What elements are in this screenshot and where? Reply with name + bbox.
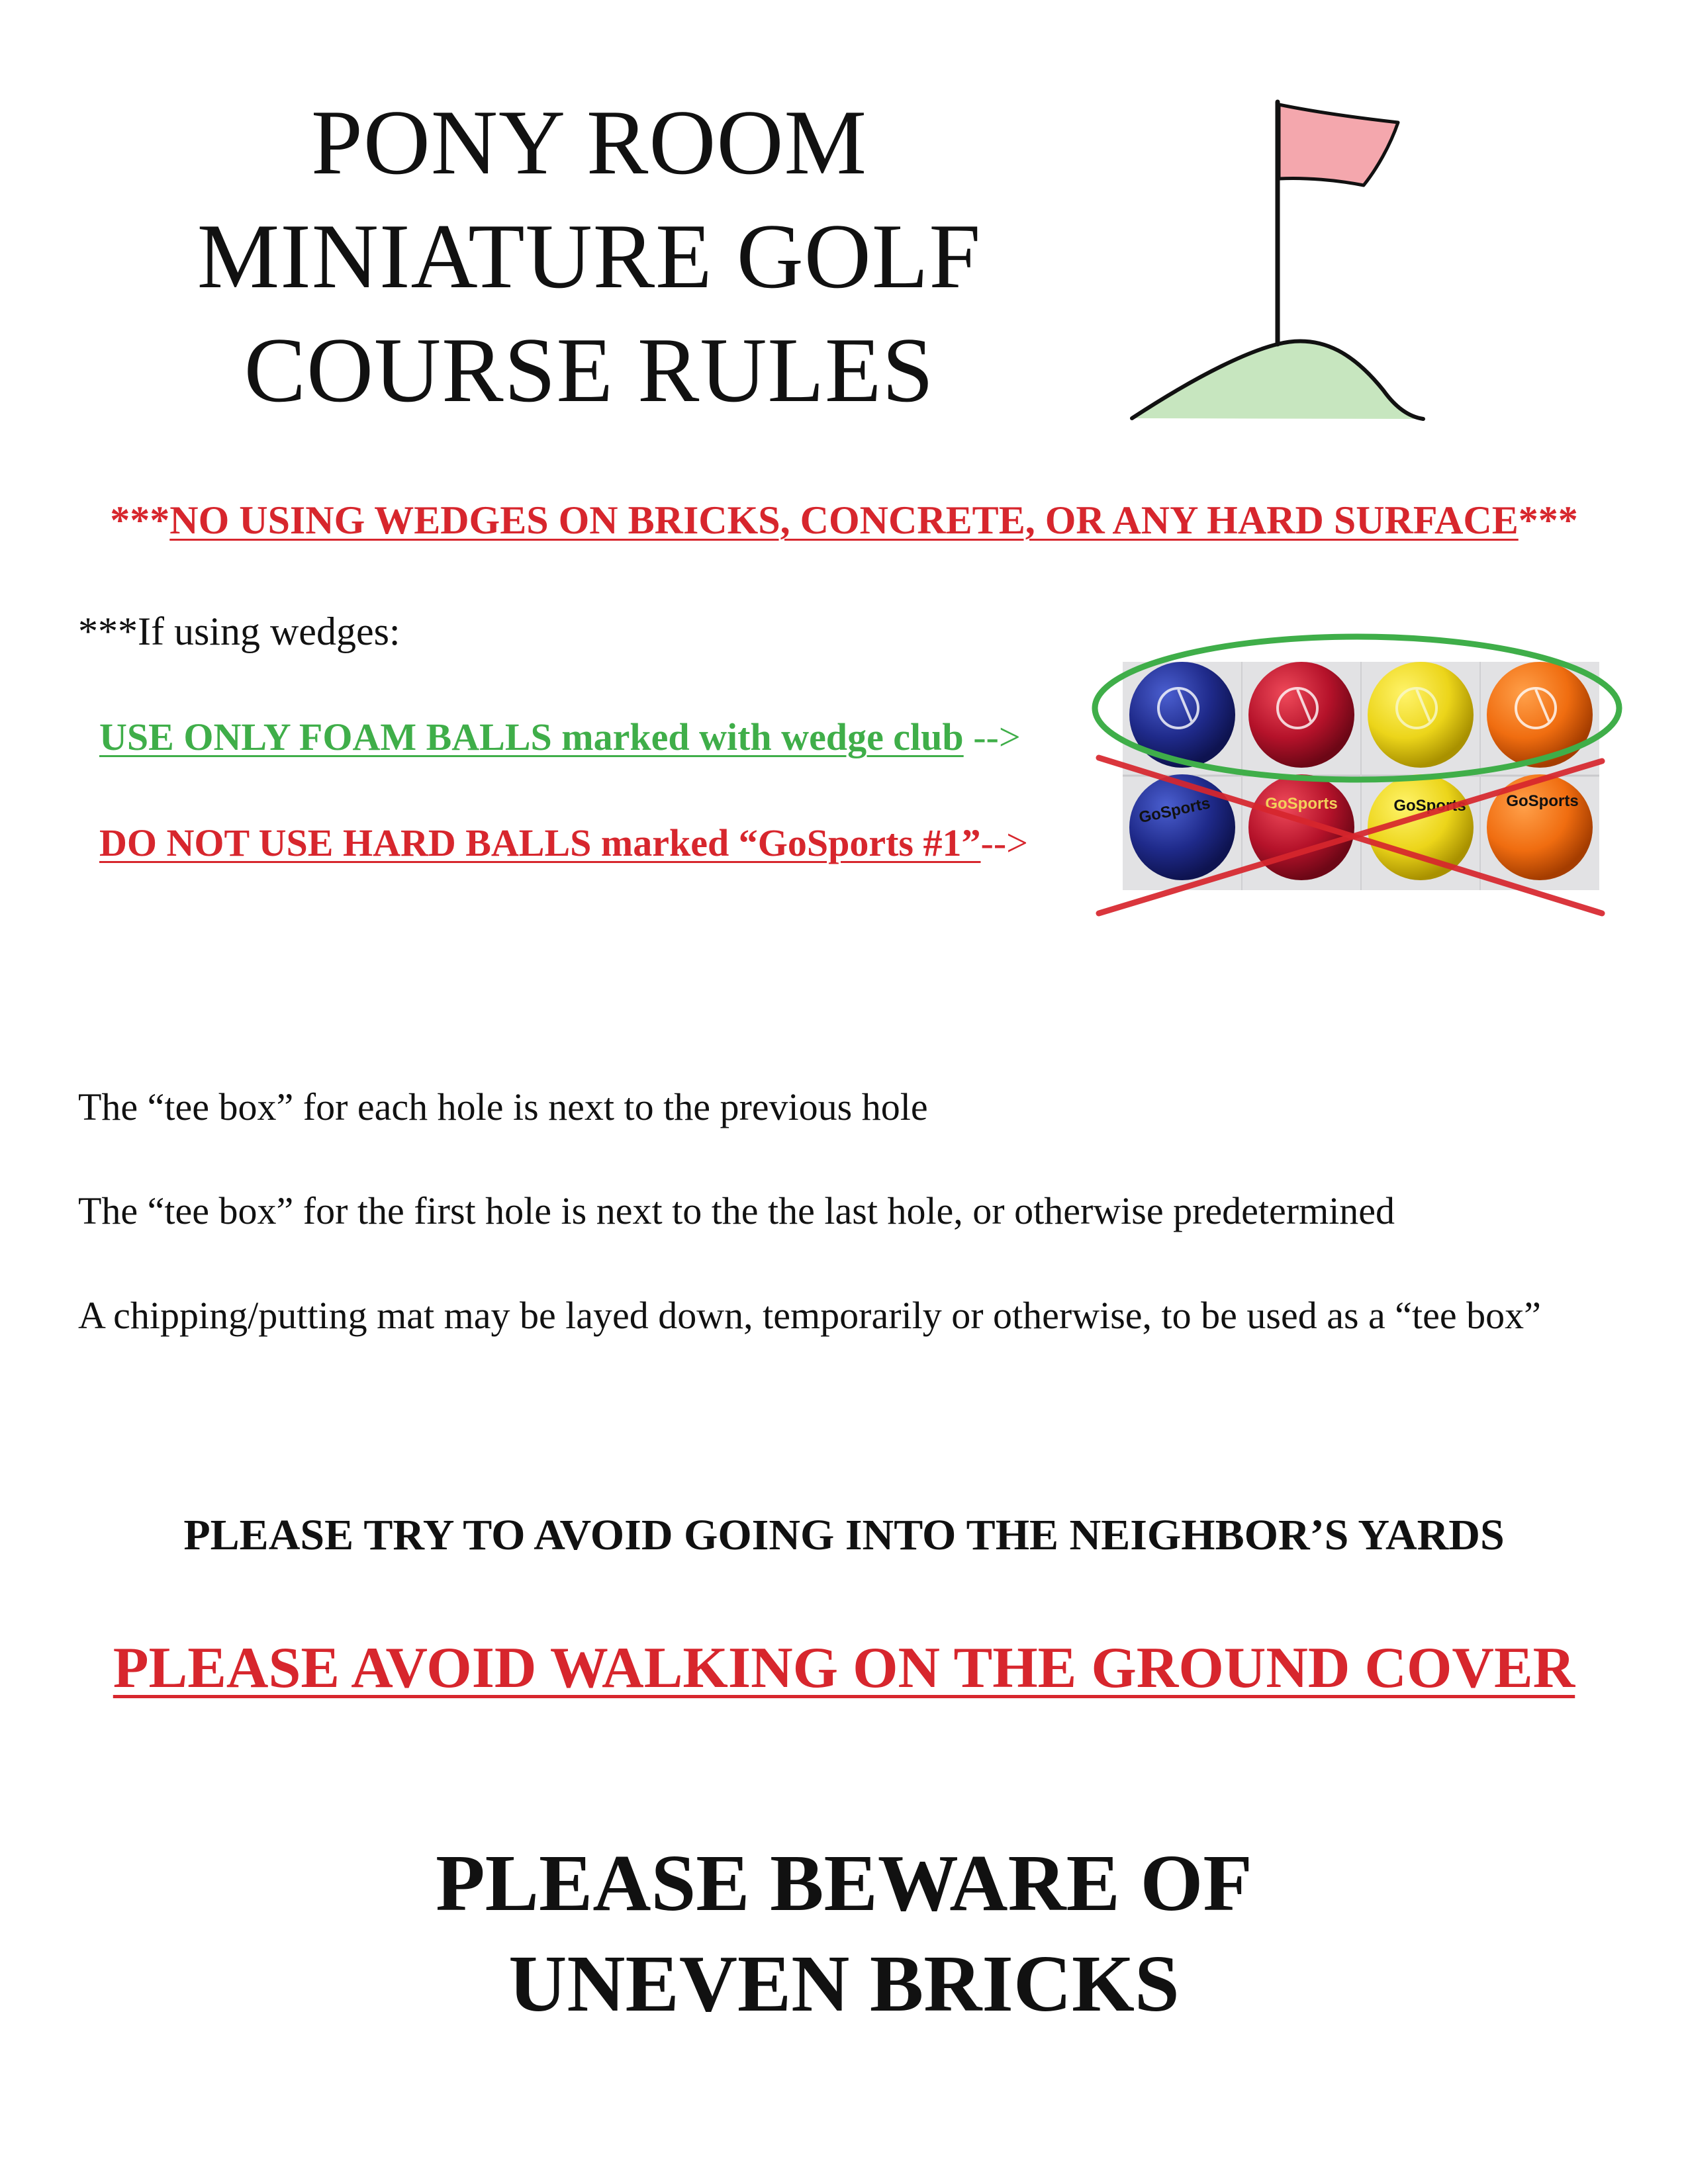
title-line-1: PONY ROOM — [310, 91, 868, 194]
hard-balls-arrow: --> — [980, 821, 1028, 864]
foam-ball-red — [1248, 662, 1354, 768]
brand-label-orange: GoSports — [1506, 792, 1579, 810]
brand-label-blue: GoSports — [1137, 794, 1212, 827]
rule-prefix: *** — [110, 498, 170, 542]
foam-balls-text: USE ONLY FOAM BALLS marked with wedge club — [99, 715, 964, 758]
hard-balls-instruction — [99, 821, 1028, 865]
tee-box-mat: A chipping/putting mat may be layed down, temporarily or otherwise, to be used as a “tee box” — [78, 1294, 1541, 1337]
ground-cover-text: PLEASE AVOID WALKING ON THE GROUND COVER — [113, 1636, 1575, 1700]
hard-ball-blue — [1129, 774, 1235, 880]
wedges-intro: ***If using wedges: — [78, 610, 400, 653]
rule-suffix: *** — [1518, 498, 1578, 542]
flag-cloth — [1279, 105, 1398, 185]
foam-balls-instruction — [99, 715, 1021, 759]
beware-line-2: UNEVEN BRICKS — [508, 1939, 1180, 2028]
foam-ball-orange — [1487, 662, 1593, 768]
golf-balls-photo — [1086, 629, 1628, 920]
brand-label-red: GoSports — [1265, 795, 1338, 813]
beware-line-1: PLEASE BEWARE OF — [436, 1839, 1252, 1928]
tee-box-first-hole: The “tee box” for the first hole is next to the the last hole, or otherwise predetermined — [78, 1189, 1395, 1232]
tee-box-each-hole: The “tee box” for each hole is next to the previous hole — [78, 1085, 928, 1128]
neighbor-yards-notice: PLEASE TRY TO AVOID GOING INTO THE NEIGHBOR’S YARDS — [183, 1511, 1505, 1559]
rule-text: NO USING WEDGES ON BRICKS, CONCRETE, OR ANY HARD SURFACE — [169, 498, 1519, 542]
page-title — [79, 86, 1099, 428]
hard-balls-text: DO NOT USE HARD BALLS marked “GoSports #1” — [99, 821, 981, 864]
ground-cover-notice — [0, 1635, 1688, 1702]
foam-ball-yellow — [1368, 662, 1474, 768]
uneven-bricks-warning — [0, 1833, 1688, 2034]
wedge-surface-rule — [0, 498, 1688, 543]
golf-flag-icon — [1125, 93, 1443, 430]
brand-label-yellow: GoSports — [1393, 797, 1466, 815]
foam-balls-arrow: --> — [963, 715, 1021, 758]
green-hill — [1132, 341, 1423, 419]
title-line-3: COURSE RULES — [244, 319, 935, 422]
title-line-2: MINIATURE GOLF — [197, 205, 982, 308]
